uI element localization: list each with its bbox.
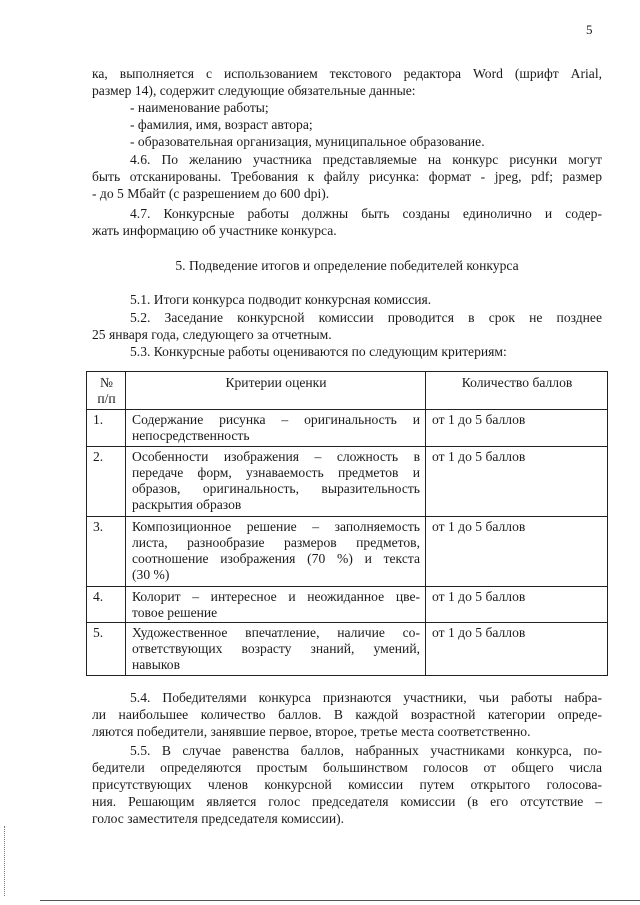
body-line: ка, выполняется с использованием текстового редактора Word (шрифт Arial, <box>92 66 602 81</box>
table-header-row <box>87 372 608 410</box>
scan-bottom-edge <box>40 900 640 901</box>
criteria-line: навыков <box>132 657 180 672</box>
paragraph-5-2-line: 5.2. Заседание конкурсной комиссии проводится в срок не позднее <box>130 310 602 325</box>
row-score: от 1 до 5 баллов <box>426 517 608 587</box>
header-num-symbol: № <box>100 375 113 390</box>
row-criteria <box>126 517 426 587</box>
header-num-label: п/п <box>97 391 116 406</box>
table-row <box>87 587 608 623</box>
row-score: от 1 до 5 баллов <box>426 587 608 623</box>
paragraph-5-5-line: 5.5. В случае равенства баллов, набранных участниками конкурса, по- <box>130 743 602 758</box>
row-num: 1. <box>87 410 126 447</box>
header-score: Количество баллов <box>426 372 608 410</box>
row-num: 3. <box>87 517 126 587</box>
page-number: 5 <box>586 22 593 37</box>
row-criteria <box>126 587 426 623</box>
criteria-table <box>86 371 608 676</box>
paragraph-5-4-line: ли наибольшее количество баллов. В каждой возрастной категории опреде- <box>92 707 602 722</box>
criteria-line: Содержание рисунка – оригинальность и <box>132 412 420 427</box>
criteria-line: передаче форм, узнаваемость предметов и <box>132 465 420 480</box>
scan-edge-marks <box>4 826 7 896</box>
header-num <box>87 372 126 410</box>
criteria-line: листа, разнообразие размеров предметов, <box>132 535 420 550</box>
row-criteria <box>126 410 426 447</box>
paragraph-5-4-line: ляются победители, занявшие первое, второе, третье места соответственно. <box>92 724 531 739</box>
paragraph-5-5-line: ния. Решающим является голос председателя комиссии (в его отсутствие – <box>92 794 602 809</box>
paragraph-4-7-line: жать информацию об участнике конкурса. <box>92 223 337 238</box>
list-item: - наименование работы; <box>130 100 269 115</box>
section-heading: 5. Подведение итогов и определение победителей конкурса <box>175 258 519 273</box>
criteria-line: раскрытия образов <box>132 497 242 512</box>
paragraph-4-6-line: быть отсканированы. Требования к файлу рисунка: формат - jpeg, pdf; размер <box>92 169 602 184</box>
row-num: 4. <box>87 587 126 623</box>
table-row <box>87 517 608 587</box>
criteria-line: соотношение изображения (70 %) и текста <box>132 551 420 566</box>
paragraph-5-5-line: голос заместителя председателя комиссии). <box>92 811 345 826</box>
paragraph-4-6-line: 4.6. По желанию участника представляемые на конкурс рисунки могут <box>130 152 602 167</box>
criteria-line: Композиционное решение – заполняемость <box>132 519 420 534</box>
criteria-line: Колорит – интересное и неожиданное цве- <box>132 589 420 604</box>
row-criteria <box>126 447 426 517</box>
header-criteria: Критерии оценки <box>126 372 426 410</box>
list-item: - образовательная организация, муниципальное образование. <box>130 134 485 149</box>
criteria-line: Особенности изображения – сложность в <box>132 449 420 464</box>
criteria-line: (30 %) <box>132 567 170 582</box>
row-num: 2. <box>87 447 126 517</box>
table-row <box>87 623 608 676</box>
criteria-line: непосредственность <box>132 428 250 443</box>
row-criteria <box>126 623 426 676</box>
paragraph-4-7-line: 4.7. Конкурсные работы должны быть созданы единолично и содер- <box>130 206 602 221</box>
criteria-line: образов, оригинальность, выразительность <box>132 481 420 496</box>
criteria-line: Художественное впечатление, наличие со- <box>132 625 420 640</box>
list-item: - фамилия, имя, возраст автора; <box>130 117 313 132</box>
table-row <box>87 410 608 447</box>
body-line: размер 14), содержит следующие обязательные данные: <box>92 83 416 98</box>
paragraph-5-5-line: присутствующих членов конкурсной комиссии путем открытого голосова- <box>92 777 602 792</box>
paragraph-5-5-line: бедители определяются простым большинством голосов от общего числа <box>92 760 602 775</box>
paragraph-5-2-line: 25 января года, следующего за отчетным. <box>92 327 332 342</box>
row-score: от 1 до 5 баллов <box>426 410 608 447</box>
row-num: 5. <box>87 623 126 676</box>
criteria-line: ответствующих возрасту знаний, умений, <box>132 641 420 656</box>
paragraph-5-4-line: 5.4. Победителями конкурса признаются участники, чьи работы набра- <box>130 690 602 705</box>
criteria-line: товое решение <box>132 605 218 620</box>
paragraph-5-1: 5.1. Итоги конкурса подводит конкурсная комиссия. <box>130 292 432 307</box>
table-row <box>87 447 608 517</box>
paragraph-5-3: 5.3. Конкурсные работы оцениваются по следующим критериям: <box>130 344 507 359</box>
paragraph-4-6-line: - до 5 Мбайт (с разрешением до 600 dpi). <box>92 186 330 201</box>
row-score: от 1 до 5 баллов <box>426 623 608 676</box>
row-score: от 1 до 5 баллов <box>426 447 608 517</box>
